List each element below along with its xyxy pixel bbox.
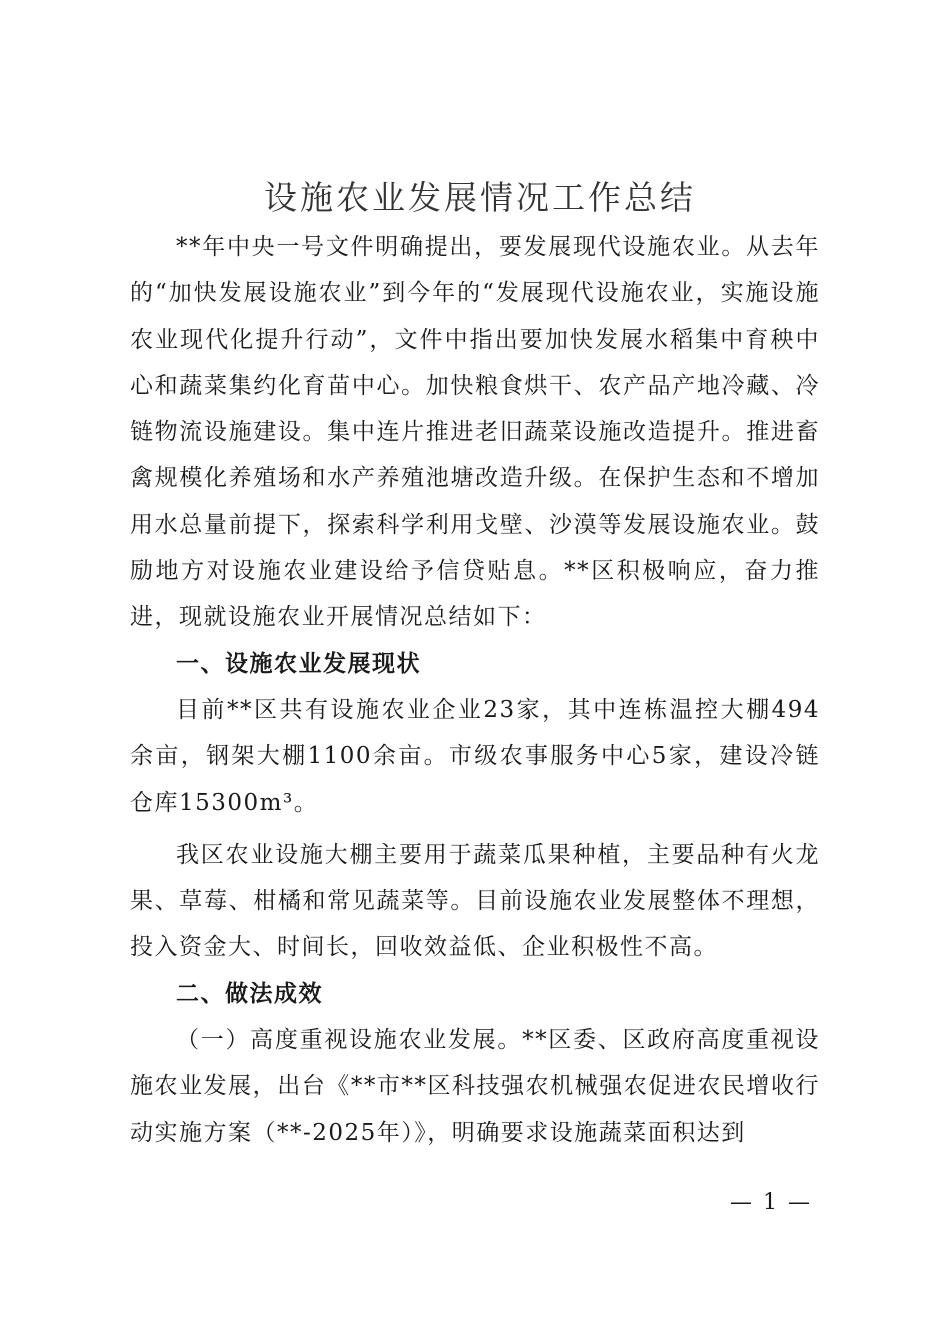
practices-paragraph-1: （一）高度重视设施农业发展。**区委、区政府高度重视设施农业发展，出台《**市**区科技强农机械强农促进农民增收行动实施方案（**-2025年）》，明确要求设施蔬菜面积达到 [130, 1027, 820, 1146]
section-heading-status: 一、设施农业发展现状 [176, 650, 421, 677]
section-heading-practices: 二、做法成效 [176, 980, 323, 1007]
status-paragraph-1: 目前**区共有设施农业企业23家，其中连栋温控大棚494余亩，钢架大棚1100余亩。市级农事服务中心5家，建设冷链仓库15300m³。 [130, 696, 820, 816]
document-body [130, 224, 820, 1156]
document-title: 设施农业发展情况工作总结 [264, 178, 696, 217]
page-number: — 1 — [730, 1190, 812, 1215]
status-paragraph-2: 我区农业设施大棚主要用于蔬菜瓜果种植，主要品种有火龙果、草莓、柑橘和常见蔬菜等。目前设施农业发展整体不理想，投入资金大、时间长，回收效益低、企业积极性不高。 [130, 841, 820, 961]
intro-paragraph: **年中央一号文件明确提出，要发展现代设施农业。从去年的“加快发展设施农业”到今年的“发展现代设施农业，实施设施农业现代化提升行动”，文件中指出要加快发展水稻集中育秧中心和蔬菜集约化育苗中心。加快粮食烘干、农产品产地冷藏、冷链物流设施建设。集中连片推进老旧蔬菜设施改造提升。推进畜禽规模化养殖场和水产养殖池塘改造升级。在保护生态和不增加用水总量前提下，探索科学利用戈壁、沙漠等发展设施农业。鼓励地方对设施农业建设给予信贷贴息。**区积极响应，奋力推进，现就设施农业开展情况总结如下： [130, 234, 820, 631]
